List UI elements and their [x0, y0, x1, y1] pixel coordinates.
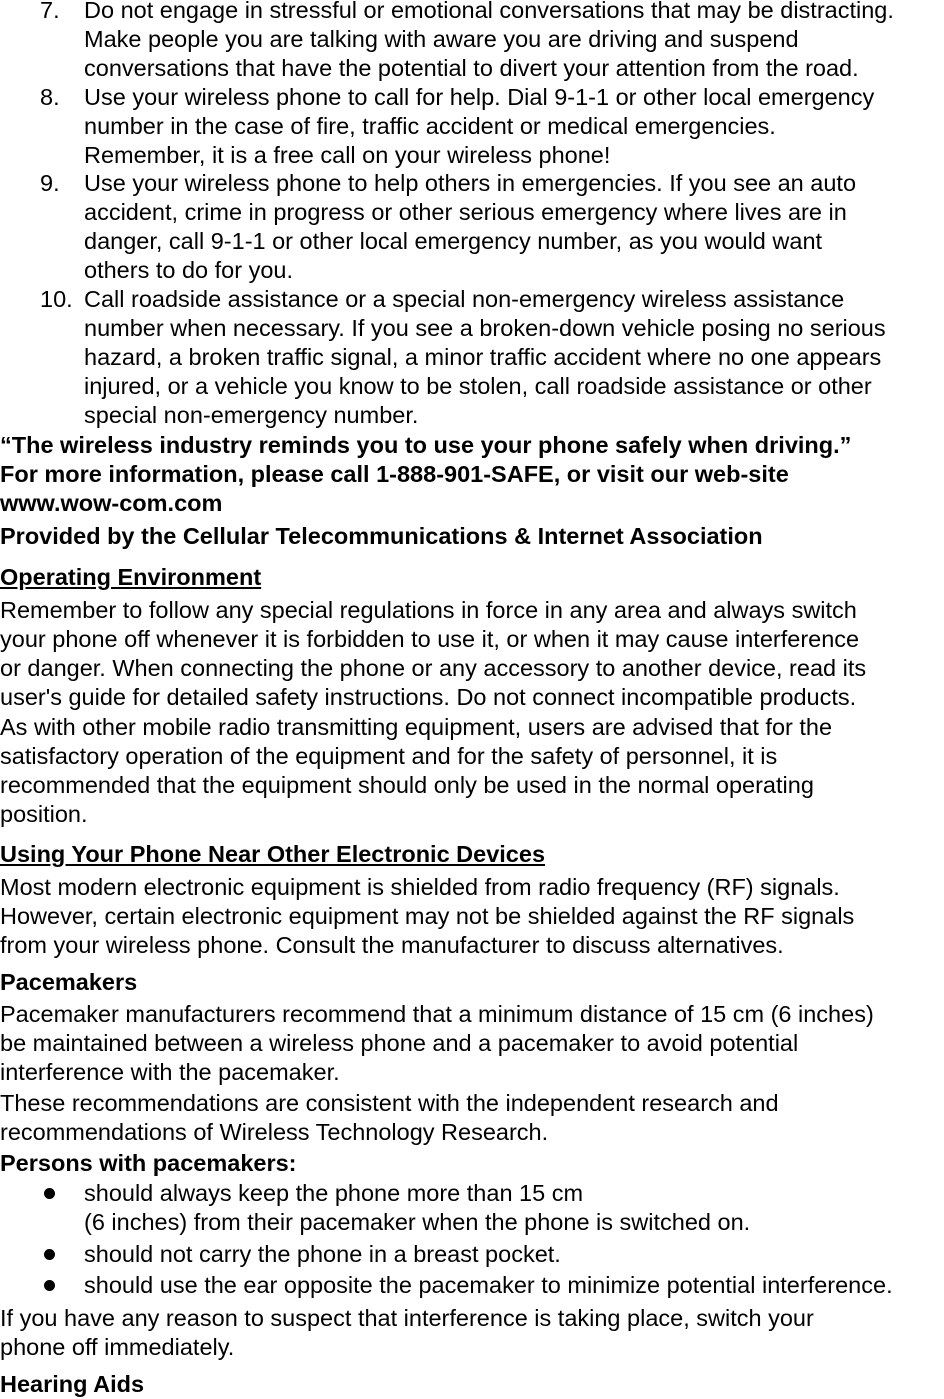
- item-number: 9.: [40, 170, 60, 196]
- paragraph-line: As with other mobile radio transmitting equipment, users are advised that for the: [0, 714, 833, 740]
- item-9-line-1: Use your wireless phone to help others in emergencies. If you see an auto: [84, 170, 857, 196]
- item-8-line-1: Use your wireless phone to call for help. Dial 9-1-1 or other local emergency: [84, 84, 875, 110]
- paragraph-line: If you have any reason to suspect that interference is taking place, switch your: [0, 1305, 814, 1331]
- bullet-3-line-1: should use the ear opposite the pacemaker to minimize potential interference.: [84, 1272, 893, 1298]
- section-heading-electronic-devices: Using Your Phone Near Other Electronic Devices: [0, 841, 546, 867]
- paragraph-line: interference with the pacemaker.: [0, 1059, 340, 1085]
- item-8-line-2: number in the case of fire, traffic accident or medical emergencies.: [84, 113, 776, 139]
- paragraph-line: recommendations of Wireless Technology Research.: [0, 1119, 549, 1145]
- paragraph-line: Remember to follow any special regulations in force in any area and always switch: [0, 597, 857, 623]
- safety-slogan: “The wireless industry reminds you to use your phone safely when driving.”: [0, 432, 852, 458]
- item-7-line-1: Do not engage in stressful or emotional conversations that may be distracting.: [84, 0, 894, 23]
- item-7-line-3: conversations that have the potential to divert your attention from the road.: [84, 55, 859, 81]
- persons-with-pacemakers-heading: Persons with pacemakers:: [0, 1150, 297, 1176]
- item-9-line-4: others to do for you.: [84, 257, 294, 283]
- item-number: 8.: [40, 84, 60, 110]
- bullet-dot: [44, 1188, 55, 1199]
- item-10-line-2: number when necessary. If you see a broken-down vehicle posing no serious: [84, 315, 886, 341]
- paragraph-line: These recommendations are consistent with the independent research and: [0, 1090, 779, 1116]
- item-number: 7.: [40, 0, 60, 23]
- section-heading-operating-environment: Operating Environment: [0, 564, 262, 590]
- section-heading-pacemakers: Pacemakers: [0, 969, 138, 995]
- item-8-line-3: Remember, it is a free call on your wireless phone!: [84, 142, 611, 168]
- info-line: For more information, please call 1-888-901-SAFE, or visit our web-site: [0, 461, 789, 487]
- bullet-dot: [44, 1249, 55, 1260]
- item-10-line-4: injured, or a vehicle you know to be stolen, call roadside assistance or other: [84, 373, 872, 399]
- paragraph-line: your phone off whenever it is forbidden to use it, or when it may cause interference: [0, 626, 860, 652]
- item-9-line-2: accident, crime in progress or other serious emergency where lives are in: [84, 199, 847, 225]
- paragraph-line: user's guide for detailed safety instructions. Do not connect incompatible products.: [0, 684, 857, 710]
- paragraph-line: from your wireless phone. Consult the manufacturer to discuss alternatives.: [0, 932, 784, 958]
- item-number: 10.: [40, 286, 73, 312]
- bullet-1-line-1: should always keep the phone more than 15 cm: [84, 1180, 584, 1206]
- paragraph-line: be maintained between a wireless phone and a pacemaker to avoid potential: [0, 1030, 799, 1056]
- item-9-line-3: danger, call 9-1-1 or other local emergency number, as you would want: [84, 228, 823, 254]
- paragraph-line: recommended that the equipment should only be used in the normal operating: [0, 772, 814, 798]
- item-10-line-5: special non-emergency number.: [84, 402, 419, 428]
- bullet-2-line-1: should not carry the phone in a breast pocket.: [84, 1241, 561, 1267]
- provider-line: Provided by the Cellular Telecommunications & Internet Association: [0, 523, 763, 549]
- paragraph-line: position.: [0, 801, 88, 827]
- paragraph-line: or danger. When connecting the phone or any accessory to another device, read its: [0, 655, 867, 681]
- item-10-line-3: hazard, a broken traffic signal, a minor traffic accident where no one appears: [84, 344, 882, 370]
- bullet-dot: [44, 1280, 55, 1291]
- paragraph-line: Most modern electronic equipment is shielded from radio frequency (RF) signals.: [0, 874, 840, 900]
- paragraph-line: satisfactory operation of the equipment and for the safety of personnel, it is: [0, 743, 778, 769]
- bullet-1-line-2: (6 inches) from their pacemaker when the phone is switched on.: [84, 1209, 751, 1235]
- paragraph-line: phone off immediately.: [0, 1334, 235, 1360]
- website-link[interactable]: www.wow-com.com: [0, 490, 223, 516]
- paragraph-line: Pacemaker manufacturers recommend that a minimum distance of 15 cm (6 inches): [0, 1001, 874, 1027]
- item-7-line-2: Make people you are talking with aware you are driving and suspend: [84, 26, 799, 52]
- section-heading-hearing-aids: Hearing Aids: [0, 1371, 145, 1397]
- paragraph-line: However, certain electronic equipment may not be shielded against the RF signals: [0, 903, 855, 929]
- item-10-line-1: Call roadside assistance or a special non-emergency wireless assistance: [84, 286, 845, 312]
